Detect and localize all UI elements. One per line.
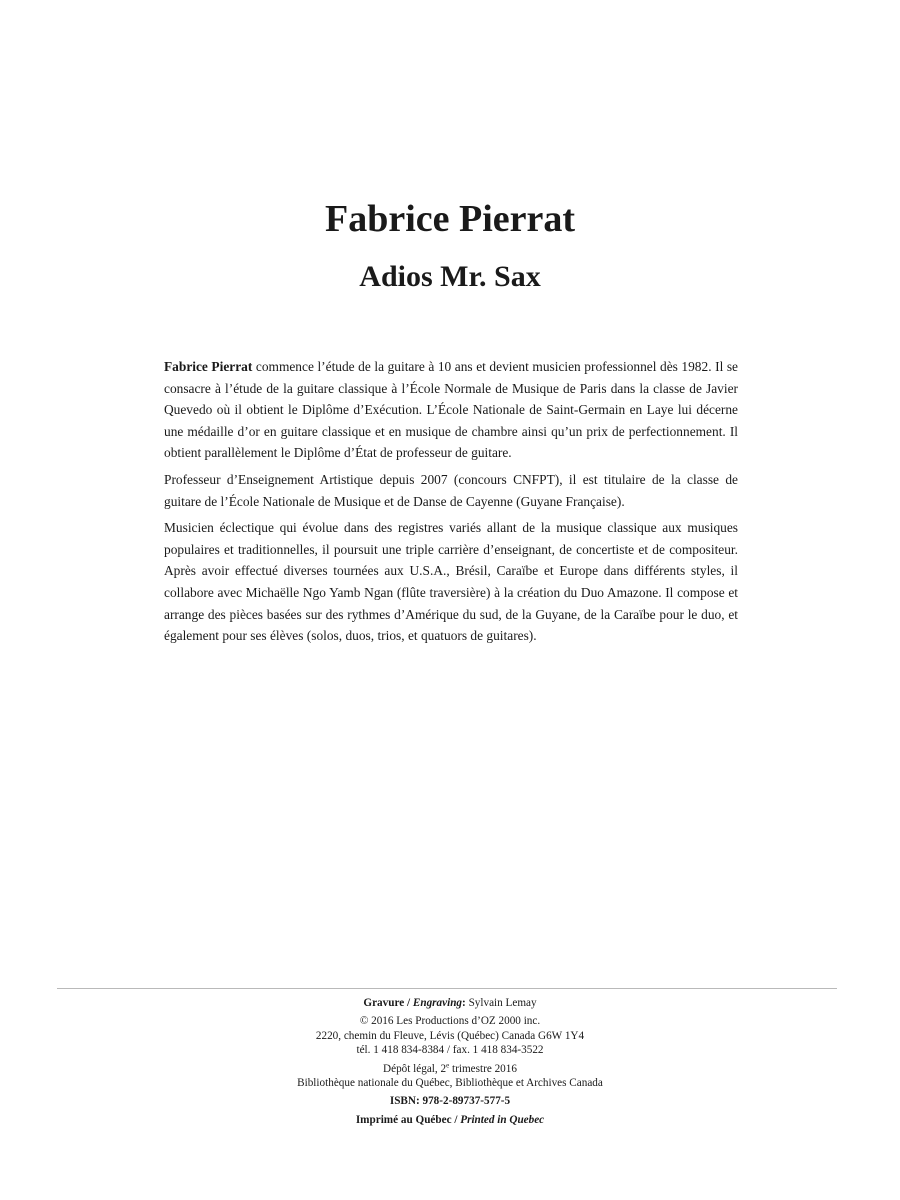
libraries-line: Bibliothèque nationale du Québec, Bibliothèque et Archives Canada <box>297 1077 603 1090</box>
publisher-credits <box>0 996 900 1127</box>
divider <box>57 988 837 989</box>
bio-paragraph-1 <box>164 356 738 464</box>
phone-line: tél. 1 418 834-8384 / fax. 1 418 834-3522 <box>356 1044 544 1057</box>
bio-paragraph-2: Professeur d’Enseignement Artistique depuis 2007 (concours CNFPT), il est titulaire de la classe de guitare de l’École Nationale de Musique et de Danse de Cayenne (Guyane Française). <box>164 471 738 509</box>
address-line: 2220, chemin du Fleuve, Lévis (Québec) Canada G6W 1Y4 <box>315 1029 585 1042</box>
legal-deposit-suffix: trimestre 2016 <box>449 1062 517 1075</box>
bio-paragraph-1-text: commence l’étude de la guitare à 10 ans et devient musicien professionnel dès 1982. Il se consacre à l’étude de la guitare classique à l’École Normale de Musique de Paris dans la classe de Javier Quevedo où il obtient le Diplôme d’Exécution. L’École Nationale de Saint-Germain en Laye lui décerne une médaille d’or en guitare classique et en musique de chambre ainsi qu’un prix de perfectionnement. Il obtient parallèlement le Diplôme d’État de professeur de guitare. <box>164 359 739 461</box>
engraving-colon: : <box>462 997 469 1009</box>
engraving-credit <box>0 996 900 1010</box>
piece-title: Adios Mr. Sax <box>359 260 541 293</box>
composer-name: Fabrice Pierrat <box>324 198 576 240</box>
printed-fr: Imprimé au Québec / <box>355 1113 461 1126</box>
bio-name: Fabrice Pierrat <box>164 359 253 374</box>
engraver-name: Sylvain Lemay <box>468 997 537 1009</box>
bio-paragraph-3: Musicien éclectique qui évolue dans des registres variés allant de la musique classique aux musiques populaires et traditionnelles, il poursuit une triple carrière d’enseignant, de concertiste et de compositeur. Après avoir effectué diverses tournées aux U.S.A., Brésil, Caraïbe et Europe dans différents styles, il collabore avec Michaëlle Ngo Yamb Ngan (flûte traversière) à la création du Duo Amazone. Il compose et arrange des pièces basées sur des rythmes d’Amérique du sud, de la Guyane, de la Caraïbe pour le duo, et également pour ses élèves (solos, duos, trios, et quatuors de guitares). <box>164 520 738 644</box>
isbn-line: ISBN: 978-2-89737-577-5 <box>389 1095 511 1108</box>
copyright-line: © 2016 Les Productions d’OZ 2000 inc. <box>359 1015 541 1028</box>
composer-biography <box>164 356 738 652</box>
legal-deposit-sup: e <box>446 1060 450 1069</box>
legal-deposit-prefix: Dépôt légal, 2 <box>383 1062 447 1075</box>
printed-line <box>0 1113 900 1127</box>
printed-en: Printed in Quebec <box>460 1113 545 1126</box>
engraving-label-fr: Gravure / <box>363 997 413 1009</box>
legal-deposit-line <box>0 1062 900 1076</box>
engraving-label-en: Engraving <box>412 997 463 1009</box>
